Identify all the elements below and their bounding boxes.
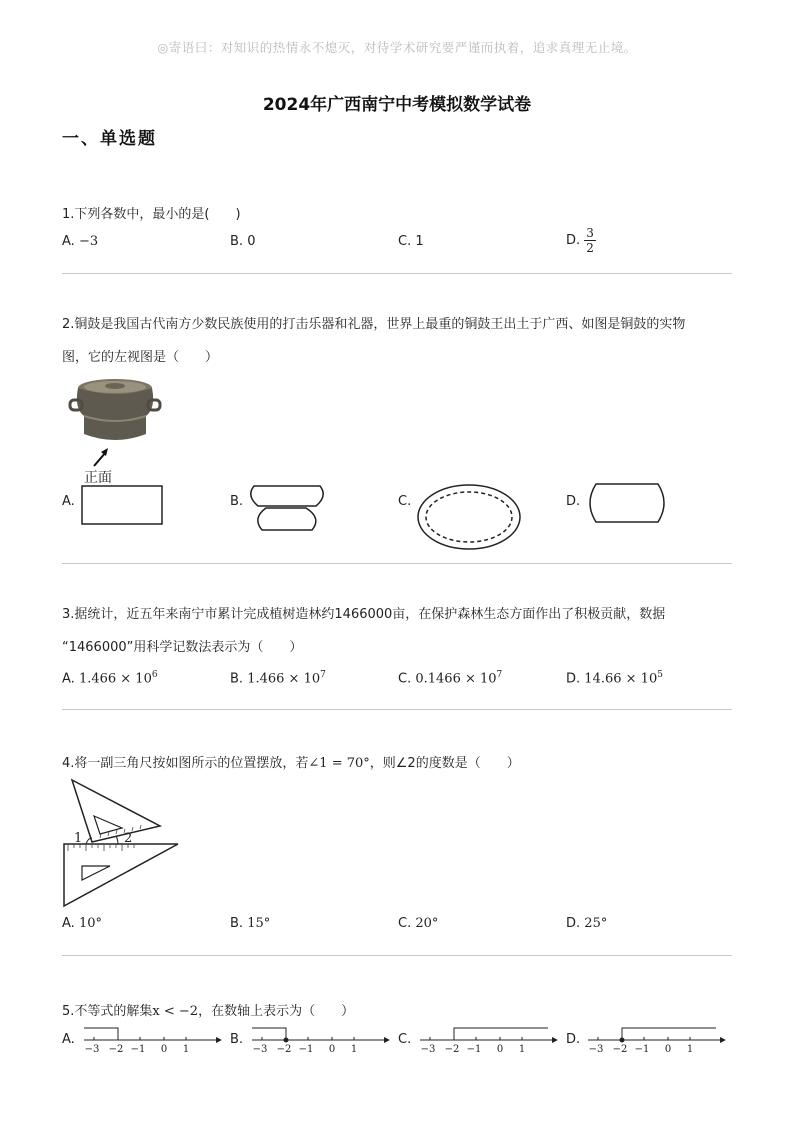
q2-shape-d-rounded xyxy=(584,482,670,526)
q4-option-a[interactable]: A. 10° xyxy=(62,916,102,931)
q2-option-c[interactable]: C. xyxy=(398,494,412,509)
q5-number-line-b xyxy=(248,1024,392,1056)
svg-text:−2: −2 xyxy=(612,1044,628,1055)
divider xyxy=(62,709,732,710)
svg-text:−2: −2 xyxy=(276,1044,292,1055)
q2-shape-c-ellipses xyxy=(416,482,524,552)
option-letter: C. xyxy=(398,234,412,249)
q5-number-line-a xyxy=(80,1024,224,1056)
paper-title: 2024年广西南宁中考模拟数学试卷 xyxy=(262,95,532,115)
q5-number-line-c xyxy=(416,1024,560,1056)
svg-text:−1: −1 xyxy=(634,1044,650,1055)
q5-option-d[interactable]: D. xyxy=(566,1032,581,1047)
front-view-label: 正面 xyxy=(84,470,112,486)
option-value: 1 xyxy=(415,234,424,249)
q3-option-b[interactable]: B. $1.466 \times 10^7$ xyxy=(230,670,326,687)
svg-text:−1: −1 xyxy=(298,1044,314,1055)
q2-stem: 2.铜鼓是我国古代南方少数民族使用的打击乐器和礼器，世界上最重的铜鼓王出土于广西、如图是铜鼓的实物 图，它的左视图是（ ） xyxy=(62,317,686,365)
svg-text:−2: −2 xyxy=(108,1044,124,1055)
svg-text:−3: −3 xyxy=(588,1044,604,1055)
svg-text:0: 0 xyxy=(664,1044,672,1055)
q5-option-a[interactable]: A. xyxy=(62,1032,75,1047)
svg-text:1: 1 xyxy=(182,1044,190,1055)
svg-text:1: 1 xyxy=(686,1044,694,1055)
q5-number-line-d xyxy=(584,1024,728,1056)
option-value: 0 xyxy=(247,234,256,249)
svg-text:1: 1 xyxy=(518,1044,526,1055)
q5-stem: 5.不等式的解集x < −2，在数轴上表示为（ ） xyxy=(62,1004,355,1019)
svg-text:0: 0 xyxy=(160,1044,168,1055)
q1-option-a[interactable] xyxy=(62,234,98,249)
option-letter: B. xyxy=(230,234,244,249)
q3-option-a[interactable]: A. $1.466 \times 10^6$ xyxy=(62,670,158,687)
q2-option-b[interactable]: B. xyxy=(230,494,244,509)
divider xyxy=(62,955,732,956)
option-value: −3 xyxy=(78,234,99,249)
set-squares-figure xyxy=(60,776,184,910)
q2-shape-b-stacked-curves xyxy=(246,484,328,534)
fraction: $\frac{3}{2}$ xyxy=(586,226,594,255)
svg-text:−3: −3 xyxy=(84,1044,100,1055)
section-heading: 一、单选题 xyxy=(62,129,157,149)
divider xyxy=(62,273,732,274)
svg-text:−3: −3 xyxy=(420,1044,436,1055)
svg-text:−2: −2 xyxy=(444,1044,460,1055)
q2-shape-a-rectangle xyxy=(80,484,166,526)
bronze-drum-figure xyxy=(66,376,166,486)
divider xyxy=(62,563,732,564)
svg-text:−1: −1 xyxy=(466,1044,482,1055)
q1-option-c[interactable] xyxy=(398,234,424,249)
q4-option-b[interactable]: B. 15° xyxy=(230,916,271,931)
q3-option-d[interactable]: D. $14.66 \times 10^5$ xyxy=(566,670,663,687)
q5-option-b[interactable]: B. xyxy=(230,1032,244,1047)
q1-option-b[interactable] xyxy=(230,234,255,249)
q3-stem: 3.据统计，近五年来南宁市累计完成植树造林约1466000亩，在保护森林生态方面作出了积极贡献，数据 “1466000”用科学记数法表示为（ ） xyxy=(62,607,666,655)
q4-option-d[interactable]: D. 25° xyxy=(566,916,608,931)
q1-option-d[interactable] xyxy=(566,226,596,255)
q2-option-a[interactable]: A. xyxy=(62,494,75,509)
q4-stem: 4.将一副三角尺按如图所示的位置摆放，若∠1 = 70°，则∠2的度数是（ ） xyxy=(62,756,520,771)
q5-option-c[interactable]: C. xyxy=(398,1032,412,1047)
svg-text:0: 0 xyxy=(496,1044,504,1055)
svg-text:1: 1 xyxy=(350,1044,358,1055)
q3-option-c[interactable]: C. $0.1466 \times 10^7$ xyxy=(398,670,503,687)
angle-2-label: 2 xyxy=(124,831,133,846)
svg-text:−1: −1 xyxy=(130,1044,146,1055)
svg-text:−3: −3 xyxy=(252,1044,268,1055)
q2-option-d[interactable]: D. xyxy=(566,494,581,509)
header-motto: ◎寄语曰：对知识的热情永不熄灭，对待学术研究要严谨而执着，追求真理无止境。 xyxy=(157,40,637,55)
angle-1-label: 1 xyxy=(74,831,83,846)
q1-stem: 1.下列各数中，最小的是( ) xyxy=(62,207,241,222)
q4-option-c[interactable]: C. 20° xyxy=(398,916,439,931)
option-letter: A. xyxy=(62,234,75,249)
svg-text:0: 0 xyxy=(328,1044,336,1055)
option-letter: D. xyxy=(566,233,581,248)
